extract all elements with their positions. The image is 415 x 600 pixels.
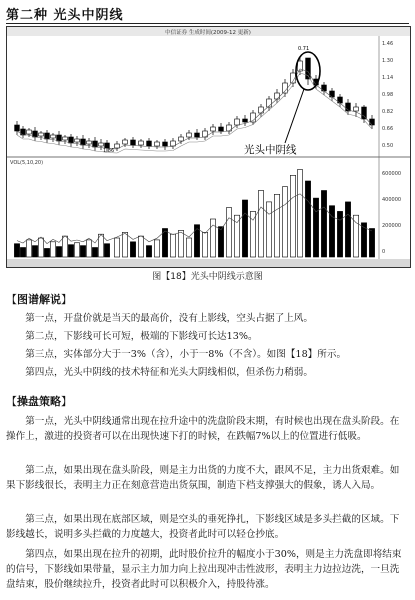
volume-bar	[122, 232, 127, 257]
candle-body	[39, 133, 44, 136]
candle-body	[15, 125, 20, 131]
price-axis-label: 0.50	[382, 143, 394, 149]
volume-bar	[74, 243, 79, 257]
price-axis-label: 1.46	[382, 41, 394, 47]
candle-body	[63, 137, 68, 140]
volume-bar	[104, 244, 109, 257]
volume-bar	[178, 230, 183, 257]
price-axis-label: 0.82	[382, 109, 394, 115]
candle-body	[99, 143, 104, 146]
volume-bars-group	[14, 170, 374, 257]
volume-bar	[50, 242, 55, 257]
strategy-point-4: 第四点，如果出现在拉升的初期，此时股价拉升的幅度小于30%，则是主力洗盘即将结束的信号，下影线如果带量，显示主力加力向上拉出现冲击性波形，表明主力边拉边洗，一旦洗盘结束，股价继续拉升，投资者此时可以积极介入，持股待涨。	[6, 549, 402, 590]
volume-bar	[321, 191, 326, 258]
candle-body	[45, 133, 50, 139]
volume-header: VOL(5,10,20)	[10, 160, 44, 166]
volume-axis-labels	[382, 171, 401, 255]
candle-body	[211, 127, 216, 131]
strategy-point-1: 第一点，光头中阴线通常出现在拉升途中的洗盘阶段末期，有时候也出现在盘头阶段。在操作上，激进的投资者可以在出现快速下打的时候，在跌幅7%以上的位置进行低吸。	[6, 416, 400, 442]
explain-point-4: 第四点，光头中阴线的技术特征和光头大阴线相似，但杀伤力稍弱。	[25, 367, 313, 378]
volume-bar	[345, 202, 350, 257]
volume-bar	[38, 238, 43, 257]
volume-bar	[297, 170, 302, 257]
candle-body	[115, 144, 120, 148]
volume-bar	[218, 227, 223, 257]
volume-bar	[138, 236, 143, 257]
price-axis-label: 1.30	[382, 58, 394, 64]
candle-body	[75, 139, 80, 142]
volume-bar	[154, 240, 159, 257]
candle-body	[155, 142, 160, 146]
candle-body	[81, 139, 86, 145]
explain-point-1: 第一点，开盘价就是当天的最高价，没有上影线，空头占据了上风。	[25, 313, 313, 324]
volume-bar	[32, 246, 37, 257]
candle-body	[370, 119, 375, 125]
candle-body	[139, 141, 144, 145]
candle-body	[362, 107, 367, 119]
volume-bar	[226, 208, 231, 257]
volume-bar	[329, 206, 334, 257]
candle-body	[87, 141, 92, 144]
candle-body	[51, 135, 56, 138]
volume-bar	[92, 248, 97, 258]
explain-point-3: 第三点，实体部分大于一3%（含），小于一8%（不含）。如图【18】所示。	[25, 349, 347, 360]
figure-caption: 图【18】光头中阴线示意图	[152, 272, 263, 282]
volume-axis-label: 400000	[382, 197, 402, 203]
candle-body	[235, 119, 240, 125]
chart-top-bar-text: 中信证券 生成时间(2009-12 更新)	[165, 30, 251, 36]
volume-bar	[186, 238, 191, 257]
volume-bar	[146, 246, 151, 257]
candle-body	[163, 142, 168, 146]
candle-body	[283, 83, 288, 93]
volume-bar	[282, 187, 287, 257]
chart-canvas	[7, 27, 410, 267]
volume-bar	[68, 245, 73, 257]
right-axis-labels	[382, 41, 393, 149]
volume-bar	[313, 198, 318, 257]
candle-body	[195, 133, 200, 137]
volume-bar	[62, 236, 67, 257]
high-price-label: 0.71	[298, 46, 310, 52]
explain-point-2: 第二点，下影线可长可短，极端的下影线可长达13%。	[25, 331, 258, 342]
low-price-label: 1.86	[103, 148, 115, 154]
volume-axis-label: 200000	[382, 223, 402, 229]
candle-body	[179, 137, 184, 141]
volume-bar	[353, 215, 358, 257]
volume-bar	[242, 200, 247, 257]
price-axis-label: 0.98	[382, 92, 394, 98]
volume-bar	[56, 247, 61, 257]
candle-body	[69, 137, 74, 143]
annotation-label: 光头中阴线	[244, 144, 297, 156]
candle-body	[57, 135, 62, 141]
section-heading-strategy: 【操盘策略】	[6, 395, 72, 408]
volume-bar	[290, 175, 295, 257]
candle-body	[147, 141, 152, 146]
strategy-point-2: 第二点，如果出现在盘头阶段，则是主力出货的力度不大，跟风不足，主力出货艰难。如果下影线很长，表明主力正在刻意营造出货氛围，制造下档支撑强大的假象，诱人入局。	[6, 465, 400, 491]
volume-bar	[44, 248, 49, 257]
candle-body	[123, 140, 128, 144]
page-title: 第二种 光头中阴线	[6, 8, 124, 23]
candle-body	[275, 93, 280, 99]
candle-body	[354, 107, 359, 111]
candle-body	[33, 131, 38, 137]
price-axis-label: 0.66	[382, 126, 394, 132]
volume-bar	[258, 191, 263, 258]
volume-bar	[86, 240, 91, 257]
candle-body	[93, 141, 98, 147]
candle-body	[187, 133, 192, 137]
price-axis-label: 1.14	[382, 75, 394, 81]
volume-bar	[20, 248, 25, 258]
volume-bar	[114, 238, 119, 257]
volume-bar	[130, 242, 135, 257]
volume-bar	[80, 246, 85, 257]
candle-body	[219, 127, 224, 131]
volume-bar	[274, 194, 279, 257]
candle-body	[27, 130, 32, 134]
volume-bar	[202, 232, 207, 257]
volume-bar	[305, 181, 310, 257]
volume-bar	[369, 229, 374, 258]
candle-body	[131, 140, 136, 145]
volume-bar	[14, 244, 19, 257]
candle-body	[259, 107, 264, 113]
strategy-point-3: 第三点，如果出现在底部区域，则是空头的垂死挣扎，下影线区域是多头拦截的区域。下影线越长，说明多头拦截的力度越大，投资者此时可以轻仓抄底。	[6, 514, 400, 540]
volume-bar	[170, 234, 175, 257]
header-rule	[6, 23, 409, 24]
candlestick-chart	[6, 26, 411, 268]
candle-body	[243, 119, 248, 122]
volume-bar	[337, 211, 342, 257]
volume-bar	[266, 202, 271, 257]
volume-axis-label: 600000	[382, 171, 402, 177]
annotation-pointer	[285, 89, 304, 143]
volume-bar	[26, 240, 31, 257]
section-heading-explain: 【图谱解说】	[6, 293, 72, 306]
chart-bottom-bar	[7, 259, 410, 267]
page-header	[6, 4, 409, 24]
volume-axis-label: 0	[382, 249, 386, 255]
